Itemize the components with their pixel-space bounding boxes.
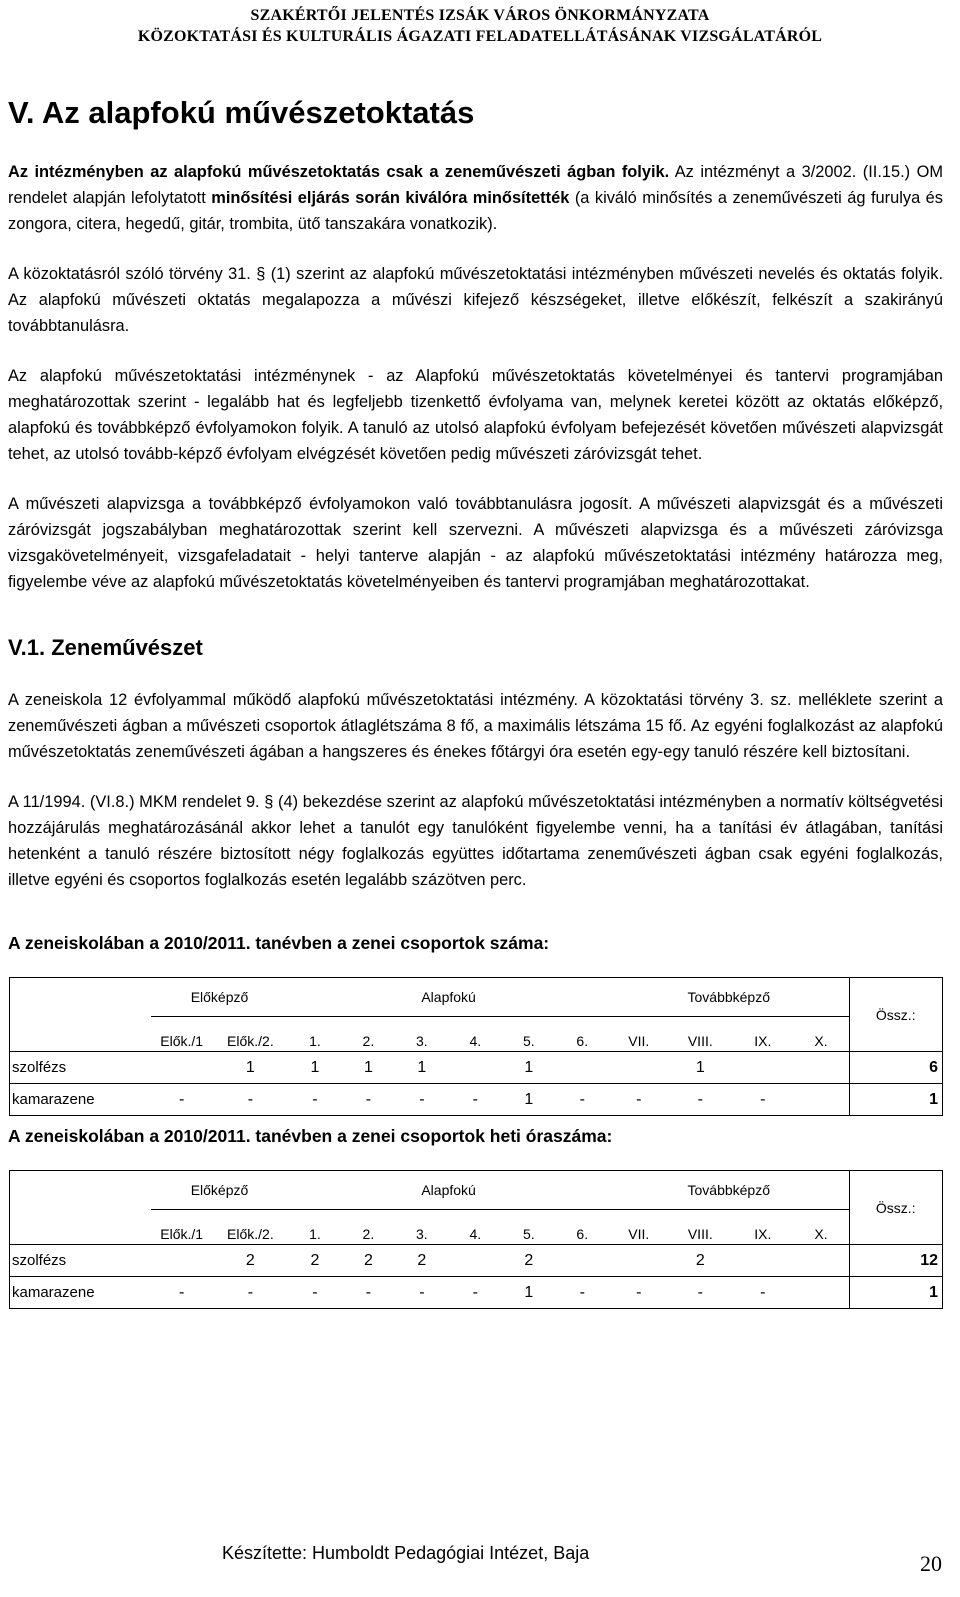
row-label: kamarazene [10,1277,151,1309]
table2-title: A zeneiskolában a 2010/2011. tanévben a zenei csoportok heti óraszáma: [8,1126,613,1146]
subsection-paragraph-2: A 11/1994. (VI.8.) MKM rendelet 9. § (4) bekezdése szerint az alapfokú művészetoktatási intézményben a normatív költségvetési hozzájárulás meghatározásánál akkor lehet a tanulót egy tanulóként figyelembe venni, ha a tanítási év átlagában, tanítási hetenként a tanuló részére biztosított négy foglalkozás együttes időtartama zeneművészeti ágban csak egyéni foglalkozás, illetve egyéni és csoportos foglalkozás esetén legalább százötven perc. [8,793,943,889]
column-header-cell: X. [814,1033,828,1049]
table-cell: 2 [213,1245,289,1277]
column-header-cell: VIII. [687,1226,713,1242]
table1-title: A zeneiskolában a 2010/2011. tanévben a zenei csoportok száma: [8,933,550,953]
group-header-cell: Továbbképző [609,1171,849,1210]
table-cell [609,1245,669,1277]
column-header-cell: Elők./2. [227,1033,274,1049]
table-row [10,1084,943,1116]
column-header-cell: VIII. [687,1033,713,1049]
group-header-cell: Alapfokú [288,1171,609,1210]
table-cell [151,1245,213,1277]
header-line-1: SZAKÉRTŐI JELENTÉS IZSÁK VÁROS ÖNKORMÁNYZATA [250,7,710,24]
group-header-cell: Előképző [151,978,288,1017]
subsection-paragraph-1: A zeneiskola 12 évfolyammal működő alapfokú művészetoktatási intézmény. A közoktatási törvény 3. sz. melléklete szerint a zeneművészeti ágban a művészeti csoportok átlaglétszáma 8 fő, a maximális létszáma 15 fő. Az egyéni foglalkozást az alapfokú művészetoktatás zeneművészeti ágában a hangszeres és énekes főtárgyi óra esetén egy-egy tanuló részére kell biztosítani. [8,691,943,761]
table-cell [732,1245,793,1277]
table-cell: 1 [669,1052,733,1084]
table-cell: - [151,1277,213,1309]
column-header-cell: 6. [576,1033,589,1049]
table-cell: 1 [395,1052,448,1084]
table-cell [732,1052,793,1084]
column-header-cell: VII. [628,1033,650,1049]
row-total: 6 [849,1052,942,1084]
column-header-cell: 4. [469,1033,482,1049]
table-cell: - [342,1277,395,1309]
table-cell: 1 [502,1084,555,1116]
subsection-title: V.1. Zeneművészet [8,635,203,660]
table-cell [151,1052,213,1084]
table-cell: - [288,1084,341,1116]
table-cell: - [395,1277,448,1309]
row-total: 1 [849,1277,942,1309]
table-row [10,1277,943,1309]
table-cell: - [342,1084,395,1116]
table-column-header [10,1017,943,1052]
table-cell: - [732,1084,793,1116]
row-label: szolfézs [10,1245,151,1277]
column-header-cell: IX. [754,1033,772,1049]
table-column-header [10,1210,943,1245]
column-header-cell: 6. [576,1226,589,1242]
row-total: 12 [849,1245,942,1277]
table-cell: - [395,1084,448,1116]
column-header-cell: Elők./1 [160,1226,204,1242]
data-table [9,977,943,1116]
page-content [8,95,943,1309]
document-header [0,5,960,47]
table-cell: - [151,1084,213,1116]
table-cell: - [288,1277,341,1309]
group-header-cell: Előképző [151,1171,288,1210]
table-cell [794,1277,850,1309]
table-cell: - [449,1277,502,1309]
table-cell: 2 [502,1245,555,1277]
column-header-cell: Elők./2. [227,1226,274,1242]
table-cell [556,1245,609,1277]
table-cell: - [669,1084,733,1116]
section-paragraph-3: Az alapfokú művészetoktatási intézménynek - az Alapfokú művészetoktatás követelményei és tantervi programjában meghatározottak szerint - legalább hat és legfeljebb tizenkettő évfolyama van, melynek keretei között az oktatás előképző, alapfokú és továbbképző évfolyamokon folyik. A tanuló az utolsó alapfokú évfolyam befejezését követően művészeti alapvizsgát tehet, az utolsó tovább-képző évfolyam elvégzését követően pedig művészeti záróvizsgát tehet. [8,367,943,463]
column-header-cell: IX. [754,1226,772,1242]
table-cell: - [609,1277,669,1309]
column-header-cell: 3. [416,1033,428,1049]
column-header-cell: 1. [309,1226,321,1242]
column-header-cell: Elők./1 [160,1033,204,1049]
column-header-cell: 4. [469,1226,482,1242]
table-cell [794,1084,850,1116]
header-line-2: KÖZOKTATÁSI ÉS KULTURÁLIS ÁGAZATI FELADATELLÁTÁSÁNAK VIZSGÁLATÁRÓL [137,28,823,45]
row-total: 1 [849,1084,942,1116]
table-cell: - [732,1277,793,1309]
table-cell: 2 [288,1245,341,1277]
row-label: szolfézs [10,1052,151,1084]
column-header-cell: 5. [522,1033,535,1049]
table-cell: - [213,1084,289,1116]
footer-author: Készítette: Humboldt Pedagógiai Intézet, Baja [222,1543,590,1563]
group-header-cell: Alapfokú [288,978,609,1017]
table-group-hours [8,1170,943,1309]
section-paragraph-2: A közoktatásról szóló törvény 31. § (1) szerint az alapfokú művészetoktatási intézményben művészeti nevelés és oktatás folyik. Az alapfokú művészeti oktatás megalapozza a művészi kifejező készségeket, illetve előkészít, felkészít a szakirányú továbbtanulásra. [8,265,943,335]
table-cell: 2 [395,1245,448,1277]
section-paragraph-1: Az intézményben az alapfokú művészetoktatás csak a zeneművészeti ágban folyik. Az intézményt a 3/2002. (II.15.) OM rendelet alapján lefolytatott minősítési eljárás során kiválóra minősítették (a kiváló minősítés a zeneművészeti ág furulya és zongora, citera, hegedű, gitár, trombita, ütő tanszakára vonatkozik). [8,163,944,233]
table-cell: 1 [502,1052,555,1084]
group-header-cell: Továbbképző [609,978,849,1017]
table-row [10,1245,943,1277]
column-header-cell: VII. [628,1226,650,1242]
table-cell: 1 [342,1052,395,1084]
table-cell: 1 [288,1052,341,1084]
table-row [10,1052,943,1084]
total-header: Össz.: [849,1171,942,1245]
table-cell: 1 [502,1277,555,1309]
table-cell: 2 [669,1245,733,1277]
column-header-cell: 1. [309,1033,321,1049]
data-table [9,1170,943,1309]
table-cell [449,1245,502,1277]
column-header-cell: 3. [416,1226,428,1242]
table-cell [449,1052,502,1084]
table-cell: - [556,1084,609,1116]
page-number: 20 [920,1551,942,1576]
column-header-cell: 2. [362,1033,375,1049]
table-cell: - [609,1084,669,1116]
table-cell: - [669,1277,733,1309]
table-cell: - [556,1277,609,1309]
table-cell [609,1052,669,1084]
table-cell [794,1245,850,1277]
table-cell [794,1052,850,1084]
table-group-header [10,1171,943,1210]
row-label: kamarazene [10,1084,151,1116]
table-cell: 1 [213,1052,289,1084]
column-header-cell: X. [814,1226,828,1242]
column-header-cell: 5. [522,1226,535,1242]
section-title: V. Az alapfokú művészetoktatás [8,95,475,130]
column-header-cell: 2. [362,1226,375,1242]
section-paragraph-4: A művészeti alapvizsga a továbbképző évfolyamokon való továbbtanulásra jogosít. A művészeti alapvizsgát és a művészeti záróvizsgát jogszabályban meghatározottak szerint kell szervezni. A művészeti alapvizsga és a művészeti záróvizsga vizsgakövetelményeit, vizsgafeladatait - helyi tanterve alapján - az alapfokú művészetoktatási intézmény határozza meg, figyelembe véve az alapfokú művészetoktatás követelményeiben és tantervi programjában meghatározottakat. [8,495,943,591]
table-cell: - [449,1084,502,1116]
total-header: Össz.: [849,978,942,1052]
p1-bold: Az intézményben az alapfokú művészetoktatás csak a zeneművészeti ágban folyik. [8,163,670,181]
table-cell: 2 [342,1245,395,1277]
table-group-header [10,978,943,1017]
table-group-count [8,977,943,1116]
table-cell [556,1052,609,1084]
table-cell: - [213,1277,289,1309]
